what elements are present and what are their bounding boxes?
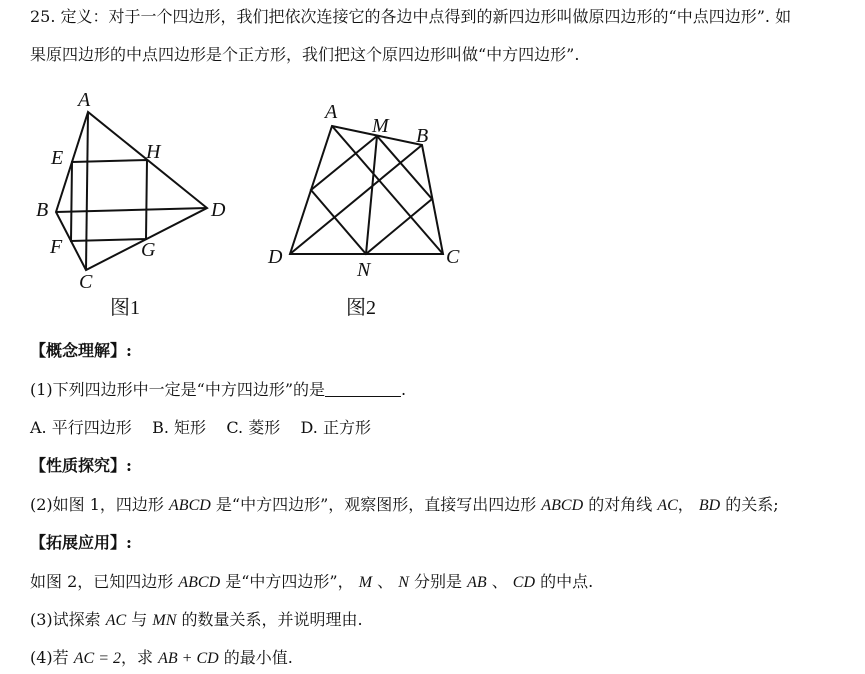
intro-part: 、: [372, 572, 399, 591]
label-M-fig2: M: [372, 115, 389, 137]
q4-var: AB + CD: [158, 650, 219, 667]
label-F-fig1: F: [50, 236, 63, 258]
application-intro: [30, 571, 593, 594]
label-A-fig2: A: [325, 101, 338, 123]
intro-var: N: [398, 574, 409, 591]
intro-var: AB: [467, 574, 487, 591]
q2-part: 是“中方四边形”，观察图形，直接写出四边形: [210, 495, 542, 514]
label-A-fig1: A: [78, 89, 91, 111]
intro-part: 如图 2，已知四边形: [30, 572, 179, 591]
answer-blank[interactable]: [325, 380, 401, 397]
q3-part: (3)试探索: [30, 610, 106, 629]
diagonal-AC-fig1: [86, 112, 88, 270]
q3-part: 与: [126, 610, 153, 629]
label-N-fig2: N: [357, 259, 371, 281]
quad-ABCD-fig1: [56, 112, 207, 270]
label-D-fig1: D: [211, 199, 226, 221]
q1-suffix: .: [401, 380, 407, 399]
q3-var: AC: [105, 612, 127, 629]
q2-var-abcd: ABCD: [541, 497, 584, 514]
figure-2: [265, 88, 485, 318]
question-1: [30, 379, 406, 401]
problem-line-2: 果原四边形的中点四边形是个正方形，我们把这个原四边形叫做“中方四边形”.: [30, 45, 580, 64]
question-2: [30, 494, 779, 517]
q4-part: ，求: [121, 648, 159, 667]
q2-part: 的关系;: [720, 495, 779, 514]
intro-var: ABCD: [178, 574, 221, 591]
q4-var: AC = 2: [73, 650, 122, 667]
q2-var-abcd: ABCD: [169, 497, 211, 514]
q3-var: MN: [152, 612, 177, 629]
intro-part: 、: [486, 572, 513, 591]
q2-part: ，: [677, 495, 699, 514]
label-D-fig2: D: [268, 246, 283, 268]
q2-part: 的对角线: [583, 495, 658, 514]
intro-part: 分别是: [408, 572, 468, 591]
section-heading-property: 【性质探究】:: [30, 456, 132, 475]
figure-1: [30, 88, 270, 318]
intro-var: M: [358, 574, 373, 591]
diagonal-BD-fig1: [56, 208, 207, 212]
intro-var: CD: [512, 574, 536, 591]
label-B-fig2: B: [416, 125, 429, 147]
q1-prefix: (1)下列四边形中一定是“中方四边形”的是: [30, 380, 326, 399]
label-E-fig1: E: [51, 147, 64, 169]
problem-line-1: 25. 定义：对于一个四边形，我们把依次连接它的各边中点得到的新四边形叫做原四边形的“中点四边形”. 如: [30, 7, 792, 26]
label-H-fig1: H: [146, 141, 161, 163]
q2-var-ac: AC: [657, 497, 678, 514]
question-4: [30, 647, 293, 670]
intro-part: 是“中方四边形”，: [220, 572, 359, 591]
label-C-fig1: C: [79, 271, 93, 293]
label-C-fig2: C: [446, 246, 460, 268]
diagonal-BD-fig2: [290, 145, 422, 254]
figure-1-lines: [56, 112, 207, 270]
section-heading-application: 【拓展应用】:: [30, 533, 132, 552]
intro-part: 的中点.: [535, 572, 594, 591]
q3-part: 的数量关系，并说明理由.: [176, 610, 363, 629]
label-B-fig1: B: [36, 199, 49, 221]
question-3: [30, 609, 363, 632]
question-1-options: A. 平行四边形 B. 矩形 C. 菱形 D. 正方形: [30, 418, 371, 437]
q4-part: 的最小值.: [218, 648, 293, 667]
q2-part: (2)如图 1，四边形: [30, 495, 170, 514]
section-heading-concept: 【概念理解】:: [30, 341, 132, 360]
midpoint-square-EHGF: [71, 160, 147, 241]
label-G-fig1: G: [141, 239, 156, 261]
figure-2-caption: 图2: [346, 297, 376, 318]
figure-1-caption: 图1: [110, 297, 140, 318]
q4-part: (4)若: [30, 648, 74, 667]
segment-MN: [366, 136, 377, 254]
q2-var-bd: BD: [698, 497, 721, 514]
